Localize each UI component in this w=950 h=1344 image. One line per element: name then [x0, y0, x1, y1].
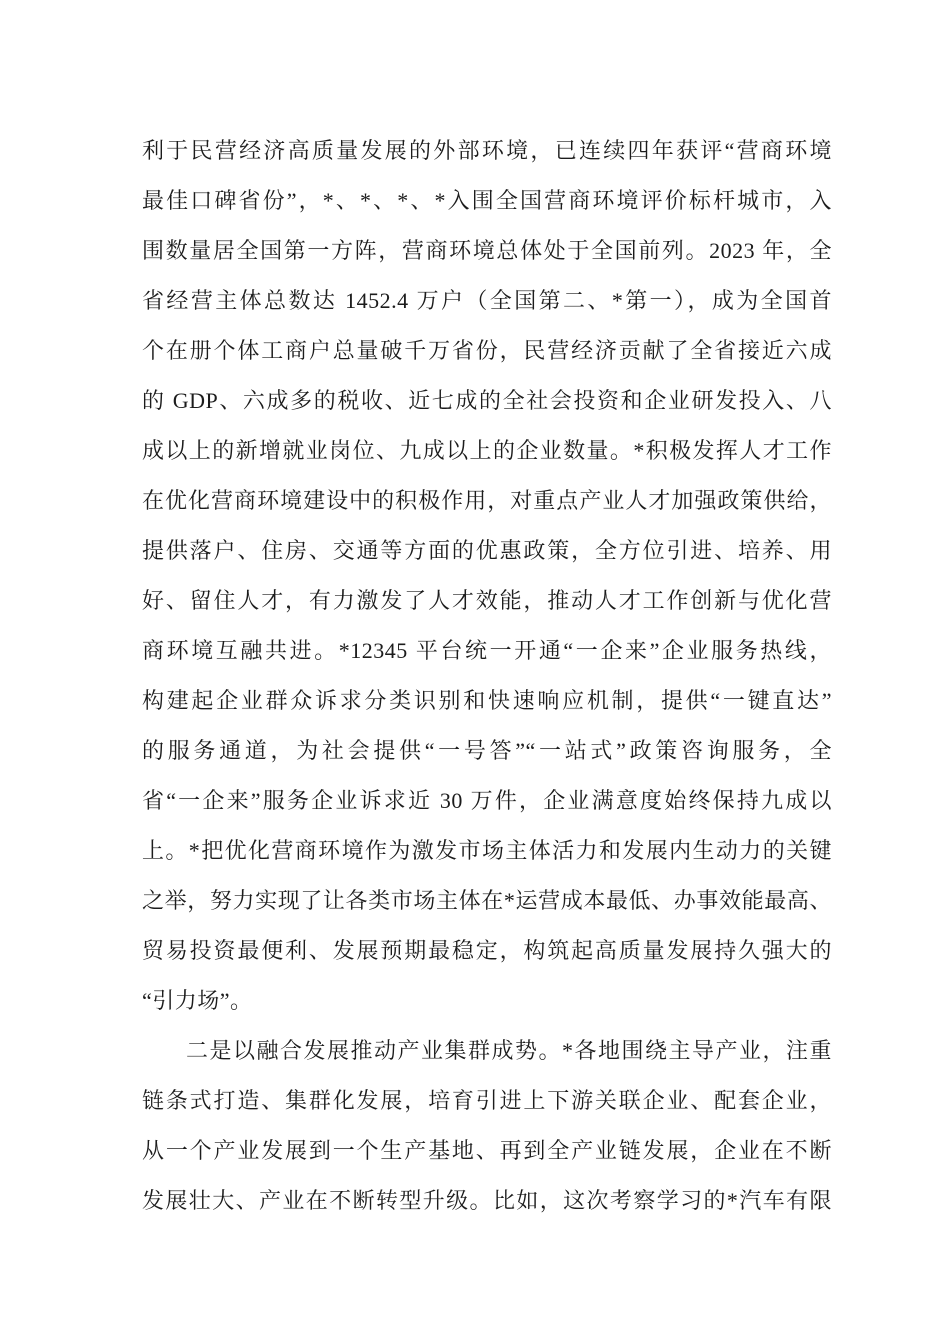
- text-line: 二是以融合发展推动产业集群成势。*各地围绕主导产业，注重: [186, 1038, 832, 1063]
- text-line: 发展壮大、产业在不断转型升级。比如，这次考察学习的*汽车有限: [142, 1188, 832, 1213]
- body-text-block: [142, 126, 832, 1226]
- text-line: 个在册个体工商户总量破千万省份，民营经济贡献了全省接近六成: [142, 338, 832, 363]
- text-line: 构建起企业群众诉求分类识别和快速响应机制，提供“一键直达”: [142, 688, 832, 713]
- text-line: 最佳口碑省份”，*、*、*、*入围全国营商环境评价标杆城市，入: [142, 188, 832, 213]
- text-line: “引力场”。: [142, 988, 253, 1013]
- text-line: 在优化营商环境建设中的积极作用，对重点产业人才加强政策供给，: [142, 488, 832, 513]
- text-line: 成以上的新增就业岗位、九成以上的企业数量。*积极发挥人才工作: [142, 438, 832, 463]
- text-line: 省“一企来”服务企业诉求近 30 万件，企业满意度始终保持九成以: [142, 788, 832, 813]
- text-line: 围数量居全国第一方阵，营商环境总体处于全国前列。2023 年，全: [142, 238, 832, 263]
- text-line: 提供落户、住房、交通等方面的优惠政策，全方位引进、培养、用: [142, 538, 832, 563]
- text-line: 链条式打造、集群化发展，培育引进上下游关联企业、配套企业，: [142, 1088, 832, 1113]
- text-line: 的 GDP、六成多的税收、近七成的全社会投资和企业研发投入、八: [142, 388, 832, 413]
- text-line: 之举，努力实现了让各类市场主体在*运营成本最低、办事效能最高、: [142, 888, 832, 913]
- text-line: 贸易投资最便利、发展预期最稳定，构筑起高质量发展持久强大的: [142, 938, 832, 963]
- text-line: 省经营主体总数达 1452.4 万户（全国第二、*第一），成为全国首: [142, 288, 832, 313]
- text-line: 从一个产业发展到一个生产基地、再到全产业链发展，企业在不断: [142, 1138, 832, 1163]
- text-line: 商环境互融共进。*12345 平台统一开通“一企来”企业服务热线，: [142, 638, 832, 663]
- text-line: 好、留住人才，有力激发了人才效能，推动人才工作创新与优化营: [142, 588, 832, 613]
- text-line: 上。*把优化营商环境作为激发市场主体活力和发展内生动力的关键: [142, 838, 832, 863]
- text-line: 利于民营经济高质量发展的外部环境，已连续四年获评“营商环境: [142, 138, 832, 163]
- text-line: 的服务通道，为社会提供“一号答”“一站式”政策咨询服务，全: [142, 738, 832, 763]
